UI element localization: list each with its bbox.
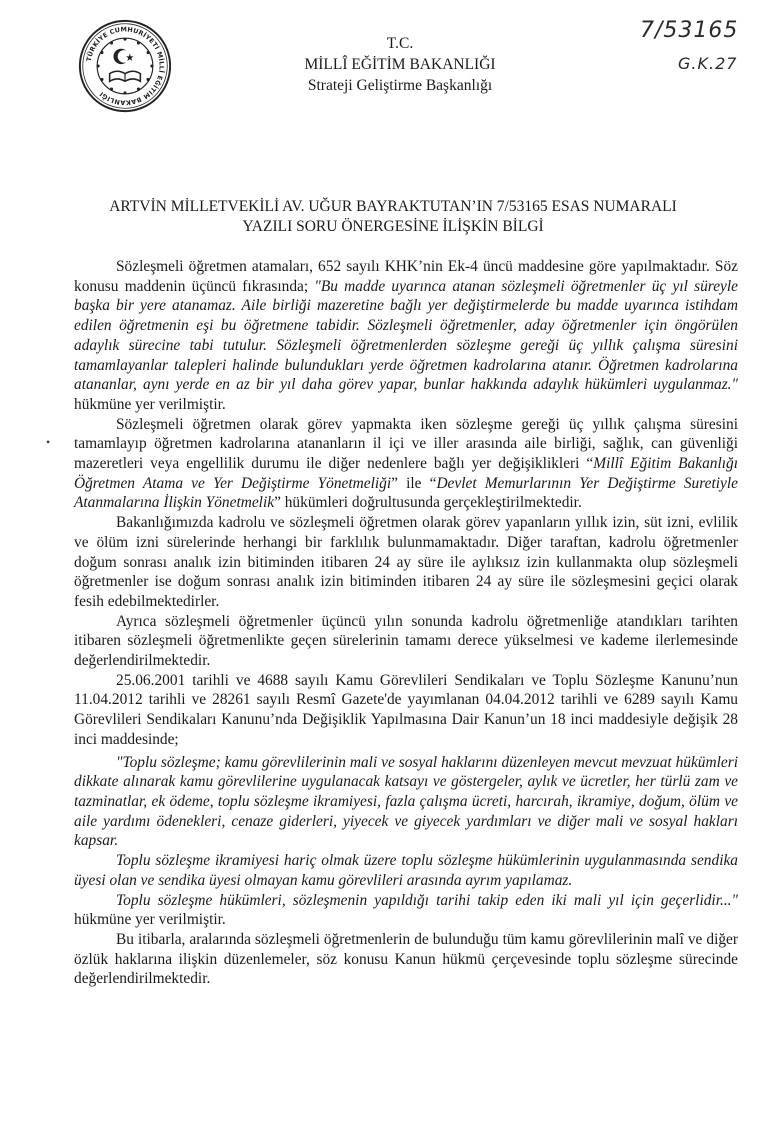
title-line-1: ARTVİN MİLLETVEKİLİ AV. UĞUR BAYRAKTUTAN’IN 7/53165 ESAS NUMARALI (109, 198, 677, 215)
handwritten-number: 7/53165 (640, 18, 739, 43)
p2-regulation-2: Devlet Memurlarının Yer Değiştirme Suretiyle Atanmalarına İlişkin Yönetmelik (74, 474, 738, 512)
handwritten-code: G.K.27 (678, 54, 738, 73)
paragraph-3: Bakanlığımızda kadrolu ve sözleşmeli öğretmen olarak görev yapanların yıllık izin, süt izni, evlilik ve ölüm izni sürelerinde herhangi bir farklılık bulunmamaktadır. Diğer taraftan, kadrolu öğretmenler doğum sonrası analık izin bitiminden itibaren 24 ay süre ile aylıksız izin kullanmakta olup sözleşmeli öğretmenler ise doğum sonrası analık izin bitiminden itibaren 24 ay süre ile sözleşmesini geçici olarak fesih edebilmektedirler. (74, 514, 738, 610)
p1-tail: hükmüne yer verilmiştir. (74, 395, 226, 413)
paragraph-1 (74, 257, 738, 415)
document-body (74, 257, 738, 989)
quote-paragraph-2: Toplu sözleşme ikramiyesi hariç olmak üzere toplu sözleşme hükümlerinin uygulanmasında sendika üyesi olan ve sendika üyesi olmayan kamu görevlileri arasında ayrım yapılamaz. (74, 852, 738, 889)
p1-quote: "Bu madde uyarınca atanan sözleşmeli öğretmenler üç yıl süreyle başka bir yere atanamaz. Aile birliği mazeretine bağlı yer değiştirmelerde bu madde uyarınca istihdam edilen öğretmenin eşi bu öğretmene tabidir. Sözleşmeli öğretmenler, aday öğretmenler için öngörülen adaylık sürecine tabi tutulur. Sözleşmeli öğretmenlerden sözleşme gereği üç yıllık çalışma süresini tamamlayanlar talepleri halinde bulundukları yerde öğretmen kadrolarına atanır. Öğretmen kadrolarına atananlar, aynı yerde en az bir yıl daha görev yapar, bunlar hakkında adaylık hükümleri uygulanmaz." (74, 277, 738, 394)
quote-paragraph-1: "Toplu sözleşme; kamu görevlilerinin mali ve sosyal haklarını düzenleyen mevcut mevzuat hükümleri dikkate alınarak kamu görevlilerine uygulanacak katsayı ve göstergeler, aylık ve ücretler, her türlü zam ve tazminatlar, ek ödeme, toplu sözleşme ikramiyesi, fazla çalışma ücreti, harcırah, ikramiye, doğum, ölüm ve aile yardımı ödenekleri, cenaze giderleri, yiyecek ve giyecek yardımları ve diğer mali ve sosyal hakları kapsar. (74, 753, 738, 850)
p1-intro: Sözleşmeli öğretmen atamaları, 652 sayılı KHK’nin Ek-4 üncü maddesine göre yapılmaktadır. Söz konusu maddenin üçüncü fıkrasında; (74, 258, 738, 295)
document-title (48, 197, 738, 237)
svg-text:TÜRKİYE CUMHURİYETİ MİLLÎ EĞİT: TÜRKİYE CUMHURİYETİ MİLLÎ EĞİTİM BAKANLIĞI (85, 26, 165, 106)
p2-mid: ” ile “ (391, 474, 437, 492)
letterhead (250, 33, 550, 96)
title-line-2: YAZILI SORU ÖNERGESİNE İLİŞKİN BİLGİ (242, 218, 544, 235)
margin-mark: • (46, 435, 51, 449)
quote-paragraph-3 (74, 891, 738, 930)
paragraph-5: 25.06.2001 tarihli ve 4688 sayılı Kamu Görevlileri Sendikaları ve Toplu Sözleşme Kanunu’nun 11.04.2012 tarihli ve 28261 sayılı Resmî Gazete'de yayımlanan 04.04.2012 tarihli ve 6289 sayılı Kamu Görevlileri Sendikaları Kanunu’nda Değişiklik Yapılmasına Dair Kanun’un 18 inci maddesiyle değişik 28 inci maddesinde; (74, 671, 738, 748)
p2-tail: ” hükümleri doğrultusunda gerçekleştirilmektedir. (274, 494, 582, 512)
header-ministry: MİLLÎ EĞİTİM BAKANLIĞI (304, 56, 496, 73)
header-tc: T.C. (386, 35, 414, 52)
p2-regulation-1: Millî Eğitim Bakanlığı Öğretmen Atama ve Yer Değiştirme Yönetmeliği (74, 455, 738, 492)
paragraph-4: Ayrıca sözleşmeli öğretmenler üçüncü yılın sonunda kadrolu öğretmenliğe atandıkları tarihten itibaren sözleşmeli öğretmenlikte geçen sürelerinin tamamı derece yükselmesi ve kademe ilerlemesinde değerlendirilmektedir. (74, 612, 738, 670)
paragraph-2 (74, 415, 738, 514)
paragraph-6: Bu itibarla, aralarında sözleşmeli öğretmenlerin de bulunduğu tüm kamu görevlilerinin malî ve diğer özlük haklarına ilişkin düzenlemeler, söz konusu Kanun hükmü çerçevesinde toplu sözleşme sürecinde değerlendirilmektedir. (74, 930, 738, 988)
q3-tail: hükmüne yer verilmiştir. (74, 911, 226, 929)
header-department: Strateji Geliştirme Başkanlığı (307, 77, 493, 94)
ministry-seal-logo (77, 18, 173, 114)
p2-intro: Sözleşmeli öğretmen olarak görev yapmakta iken sözleşme gereği üç yıllık çalışma süresini tamamlayıp öğretmen kadrolarına atananların il içi ve iller arasında aile birliği, sağlık, can güvenliği mazeretleri veya engellilik durumu ile diğer nedenlere bağlı yer değişiklikleri “ (74, 415, 738, 473)
q3-text: Toplu sözleşme hükümleri, sözleşmenin yapıldığı tarihi takip eden iki mali yıl için geçerlidir..." (116, 891, 738, 909)
